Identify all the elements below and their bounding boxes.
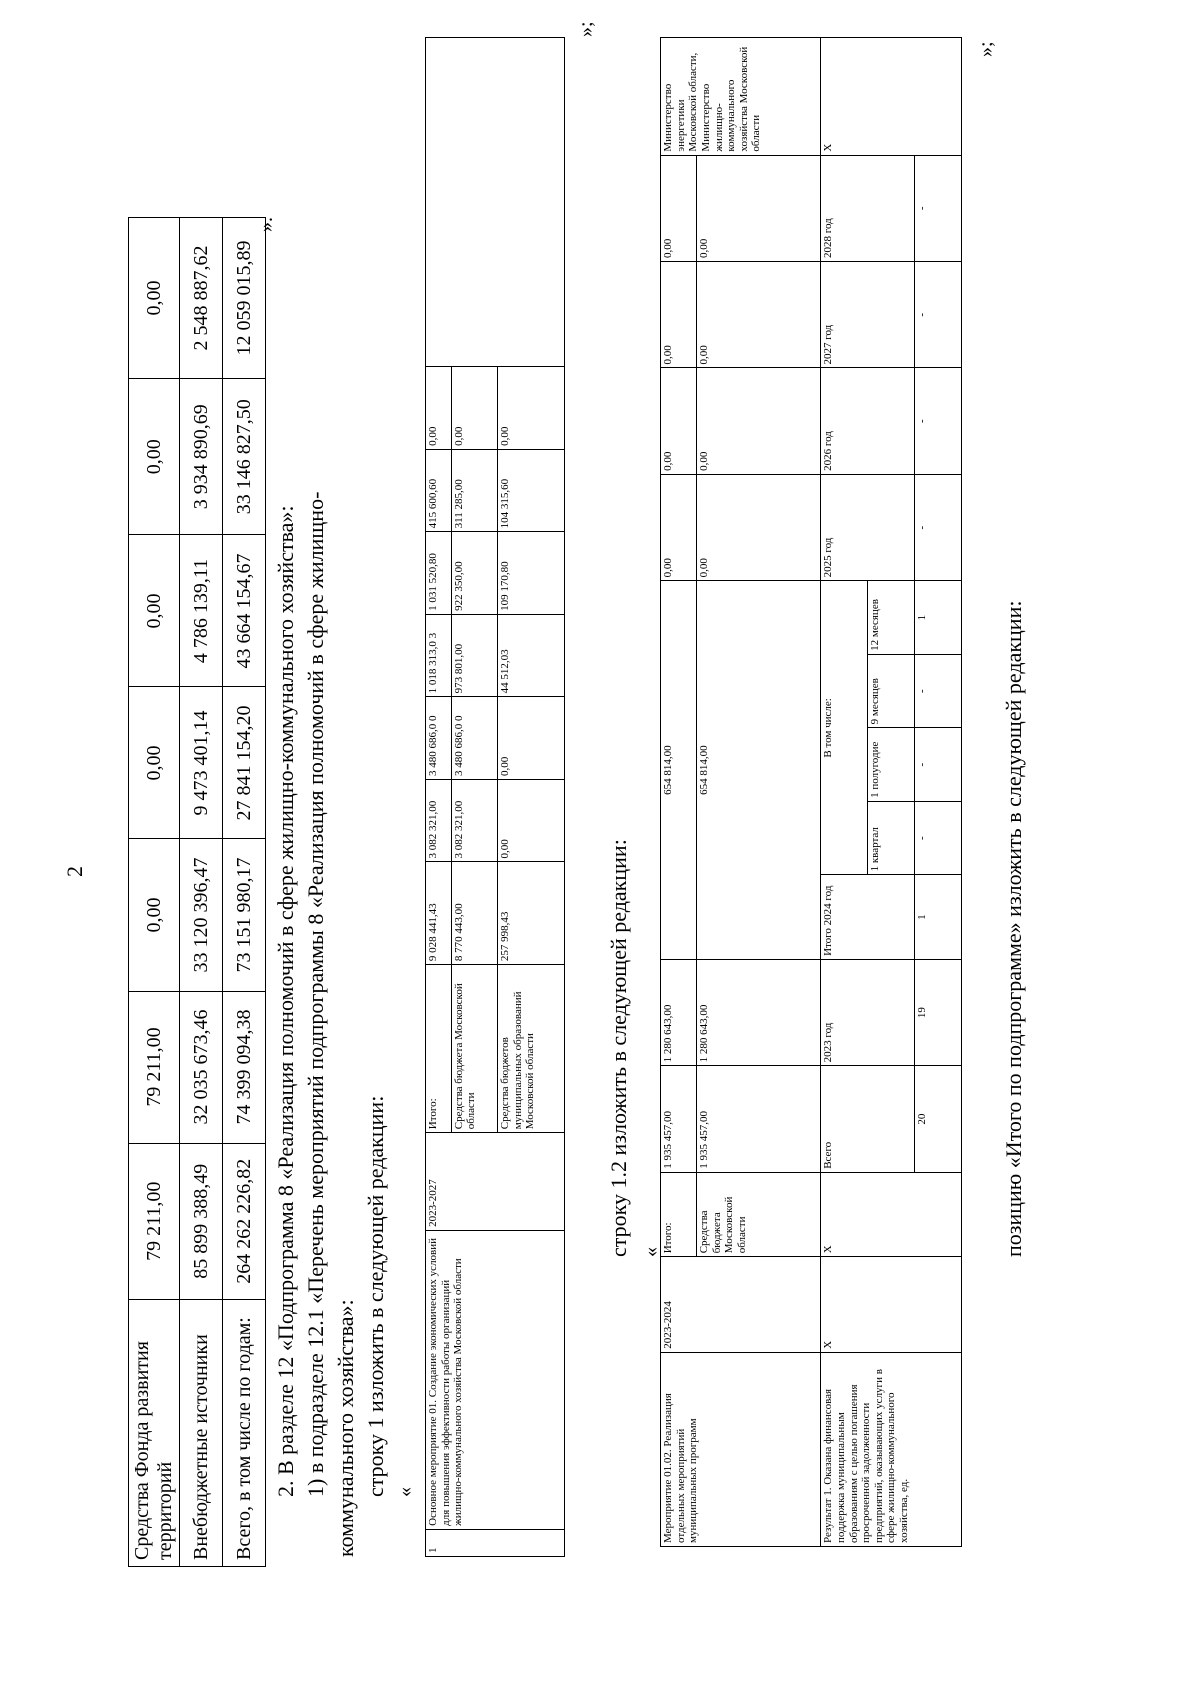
cell: 32 035 673,46: [180, 991, 223, 1143]
cell: 415 600,60: [426, 449, 452, 532]
cell: 0,00: [661, 155, 697, 261]
cell: 0,00: [661, 262, 697, 368]
cell: 85 899 388,49: [180, 1143, 223, 1299]
row-label: Внебюджетные источники: [180, 1300, 223, 1567]
table-row: [223, 218, 266, 1567]
cell: X: [821, 38, 962, 156]
cell: 2023 год: [821, 959, 915, 1065]
table-row: [129, 218, 180, 1567]
cell: 12 месяцев: [868, 581, 915, 655]
cell: 654 814,00: [697, 581, 821, 960]
cell: X: [821, 1257, 962, 1352]
cell: 257 998,43: [497, 862, 564, 965]
cell: 0,00: [129, 839, 180, 991]
cell: Средства бюджета Московской области: [451, 965, 497, 1133]
cell: 0,00: [497, 697, 564, 780]
close-quote: »;: [575, 21, 597, 37]
paragraph: 2. В разделе 12 «Подпрограмма 8 «Реализация полномочий в сфере жилищно-коммунального хозяйства»:: [273, 505, 298, 1497]
cell: -: [915, 728, 962, 802]
cell: 0,00: [129, 218, 180, 379]
cell: 104 315,60: [497, 449, 564, 532]
cell: 3 480 686,0 0: [451, 697, 497, 780]
cell: 3 082 321,00: [426, 779, 452, 862]
page-number: 2: [62, 866, 87, 877]
cell: 264 262 226,82: [223, 1143, 266, 1299]
cell: Итого:: [426, 965, 452, 1133]
summary-table: [128, 217, 266, 1567]
cell: 3 934 890,69: [180, 378, 223, 534]
cell: Министерство энергетики Московской области, Министерство жилищно-коммунального хозяйства Московской области: [661, 38, 821, 156]
cell: 73 151 980,17: [223, 839, 266, 991]
cell: 0,00: [129, 535, 180, 687]
cell: Мероприятие 01.02. Реализация отдельных мероприятий муниципальных программ: [661, 1352, 821, 1546]
cell: 654 814,00: [661, 581, 697, 960]
cell: -: [915, 801, 962, 875]
cell: 2025 год: [821, 474, 915, 580]
cell: 2028 год: [821, 155, 915, 261]
cell: 79 211,00: [129, 1143, 180, 1299]
close-quote: »;: [975, 41, 997, 57]
cell: 19: [915, 959, 962, 1065]
cell: 27 841 154,20: [223, 687, 266, 839]
cell: 9 месяцев: [868, 654, 915, 728]
cell: 74 399 094,38: [223, 991, 266, 1143]
cell: 33 120 396,47: [180, 839, 223, 991]
cell: Всего: [821, 1066, 915, 1172]
cell: 9 473 401,14: [180, 687, 223, 839]
cell: 33 146 827,50: [223, 378, 266, 534]
paragraph: коммунального хозяйства»:: [333, 1299, 358, 1557]
cell: 44 512,03: [497, 614, 564, 697]
cell: Основное мероприятие 01. Создание экономических условий для повышения эффективности работы организаций жилищно-коммунального хозяйства Московской области: [426, 1230, 565, 1529]
open-quote: «: [394, 1487, 416, 1497]
table-row: [180, 218, 223, 1567]
cell: Итого 2024 год: [821, 875, 915, 960]
cell: 1 280 643,00: [661, 959, 697, 1065]
cell: 2027 год: [821, 262, 915, 368]
cell: 1 280 643,00: [697, 959, 821, 1065]
cell-empty: [426, 38, 565, 367]
cell: 1: [915, 581, 962, 655]
cell: 20: [915, 1066, 962, 1172]
cell: 0,00: [497, 367, 564, 450]
paragraph: позицию «Итого по подпрограмме» изложить в следующей редакции:: [1001, 600, 1026, 1257]
cell: 0,00: [697, 155, 821, 261]
cell: -: [915, 654, 962, 728]
cell: 79 211,00: [129, 991, 180, 1143]
cell: 0,00: [697, 368, 821, 474]
paragraph: строку 1.2 изложить в следующей редакции:: [606, 839, 631, 1257]
cell: 1 935 457,00: [697, 1066, 821, 1172]
cell: 109 170,80: [497, 532, 564, 615]
paragraph: 1) в подразделе 12.1 «Перечень мероприятий подпрограммы 8 «Реализация полномочий в сфере жилищно-: [303, 491, 328, 1497]
cell: Результат 1. Оказана финансовая поддержка муниципальным образованиям с целью погашения просроченной задолженности предприятий, оказывающих услуги в сфере жилищно-коммунального хозяйства, ед.: [821, 1352, 962, 1546]
cell: -: [915, 368, 962, 474]
cell: 12 059 015,89: [223, 218, 266, 379]
cell: Средства бюджета Московской области: [697, 1172, 821, 1257]
cell: 1 018 313,0 3: [426, 614, 452, 697]
cell: 0,00: [129, 687, 180, 839]
cell: 0,00: [697, 262, 821, 368]
paragraph: строку 1 изложить в следующей редакции:: [363, 1095, 388, 1497]
cell: 2023-2027: [426, 1133, 565, 1231]
cell: -: [915, 155, 962, 261]
cell: 43 664 154,67: [223, 535, 266, 687]
cell: 0,00: [497, 779, 564, 862]
cell: 8 770 443,00: [451, 862, 497, 965]
cell: 2 548 887,62: [180, 218, 223, 379]
cell: 1 квартал: [868, 801, 915, 875]
cell: 973 801,00: [451, 614, 497, 697]
cell: 1 031 520,80: [426, 532, 452, 615]
cell: 9 028 441,43: [426, 862, 452, 965]
cell: 0,00: [661, 368, 697, 474]
cell: 3 480 686,0 0: [426, 697, 452, 780]
cell: 1 935 457,00: [661, 1066, 697, 1172]
cell: X: [821, 1172, 962, 1257]
table-row: [821, 38, 868, 1547]
cell: 3 082 321,00: [451, 779, 497, 862]
cell: Итого:: [661, 1172, 697, 1257]
event-table-row12: [660, 37, 962, 1547]
cell: 1: [426, 1529, 565, 1556]
cell: Средства бюджетов муниципальных образований Московской области: [497, 965, 564, 1133]
cell: 0,00: [697, 474, 821, 580]
cell: 311 285,00: [451, 449, 497, 532]
close-quote: ».: [255, 217, 277, 232]
cell: 4 786 139,11: [180, 535, 223, 687]
row-label: Всего, в том числе по годам:: [223, 1300, 266, 1567]
cell: 0,00: [129, 378, 180, 534]
cell: 0,00: [426, 367, 452, 450]
cell: 0,00: [661, 474, 697, 580]
open-quote: «: [640, 1247, 662, 1257]
cell: В том числе:: [821, 581, 868, 875]
cell: -: [915, 262, 962, 368]
row-label: Средства Фонда развития территорий: [129, 1300, 180, 1567]
table-row: [661, 38, 697, 1547]
cell: 0,00: [451, 367, 497, 450]
event-table-row1: [425, 37, 565, 1557]
cell: 2023-2024: [661, 1257, 821, 1352]
table-row: [426, 38, 452, 1557]
cell: -: [915, 474, 962, 580]
cell: 1 полугодие: [868, 728, 915, 802]
cell: 2026 год: [821, 368, 915, 474]
cell: 922 350,00: [451, 532, 497, 615]
cell: 1: [915, 875, 962, 960]
